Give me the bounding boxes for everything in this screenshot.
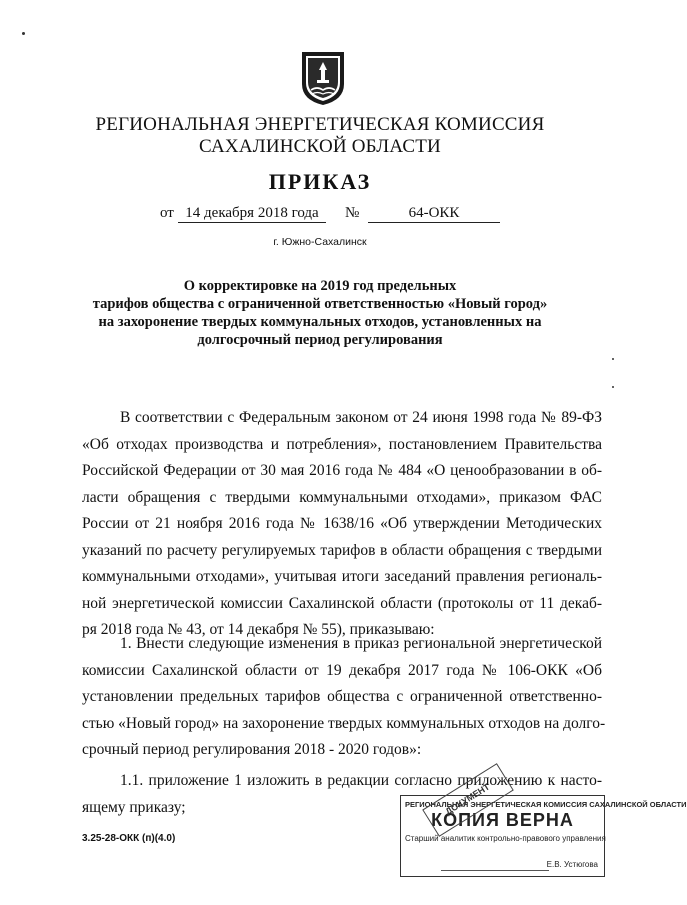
city: г. Южно-Сахалинск [273,236,367,248]
text-line: Российской Федерации от 30 мая 2016 года № 484 «О ценообразовании в об- [82,462,602,479]
scan-speck [612,358,614,360]
text-line: стью «Новый город» на захоронение твердых коммунальных отходов на долго- [82,714,606,732]
paragraph-preamble [82,405,602,644]
heading-line: тарифов общества с ограниченной ответственностью «Новый город» [92,296,548,312]
text-line: коммунальными отходами», учитывая итоги заседаний правления региональ- [82,568,602,585]
scan-speck [612,386,614,388]
heading-line: долгосрочный период регулирования [197,332,443,348]
document-heading [80,277,560,349]
text-line: ной энергетической комиссии Сахалинской области (протоколы от 11 декаб- [82,594,602,612]
heading-line: О корректировке на 2019 год предельных [183,278,457,294]
signature-line [441,870,549,871]
text-line: ласти обращения с твердыми коммунальными отходами», приказом ФАС [82,488,602,506]
stamp-position: Старший аналитик контрольно-правового управления [405,834,606,843]
text-line: указаний по расчету регулируемых тарифов в области обращения с твердыми [82,541,602,559]
document-date: 14 декабря 2018 года [178,205,326,223]
date-label: от [160,205,174,221]
text-line: ря 2018 года № 43, от 14 декабря № 55), приказываю: [82,621,435,638]
stamp-title: КОПИЯ ВЕРНА [431,810,574,830]
stamp-signatory: Е.В. Устюгова [546,860,598,869]
stamp-organization: РЕГИОНАЛЬНАЯ ЭНЕРГЕТИЧЕСКАЯ КОМИССИЯ САХАЛИНСКОЙ ОБЛАСТИ [405,800,687,809]
document-code: 3.25-28-ОКК (п)(4.0) [82,833,176,844]
text-line: комиссии Сахалинской области от 19 декабря 2017 года № 106-ОКК «Об [82,661,602,679]
text-line: ящему приказу; [82,798,186,816]
coat-of-arms-emblem [298,50,348,106]
paragraph-item-1 [82,631,606,764]
scan-speck [22,32,25,35]
text-line: 1. Внести следующие изменения в приказ региональной энергетической [120,635,602,652]
organization-name-line1: РЕГИОНАЛЬНАЯ ЭНЕРГЕТИЧЕСКАЯ КОМИССИЯ [95,114,545,135]
text-line: 1.1. приложение 1 изложить в редакции согласно приложению к насто- [120,772,602,789]
text-line: установлении предельных тарифов общества с ограниченной ответственно- [82,688,602,705]
number-label: № [345,205,360,221]
text-line: «Об отходах производства и потребления», постановлением Правительства [82,435,602,453]
document-type-title: ПРИКАЗ [268,169,372,194]
organization-name-line2: САХАЛИНСКОЙ ОБЛАСТИ [199,136,441,157]
document-number: 64-ОКК [368,205,500,223]
document-rotated-stamp: ДОКУМЕНТ [422,763,514,837]
text-line: России от 21 ноября 2016 года № 1638/16 «Об утверждении Методических [82,515,602,532]
text-line: В соответствии с Федеральным законом от 24 июня 1998 года № 89-ФЗ [120,409,602,426]
heading-line: на захоронение твердых коммунальных отходов, установленных на [98,314,542,330]
text-line: срочный период регулирования 2018 - 2020 годов»: [82,741,422,758]
